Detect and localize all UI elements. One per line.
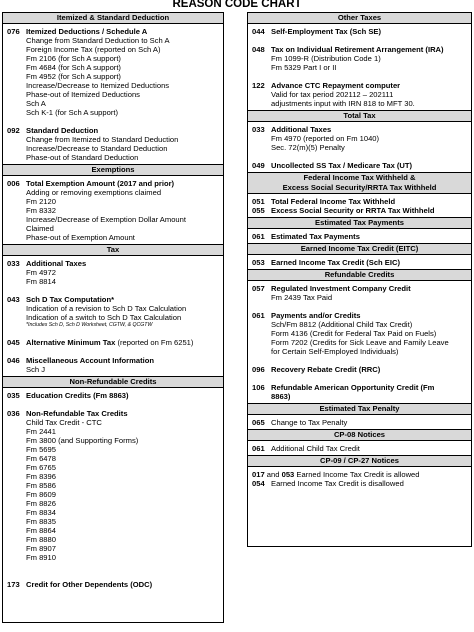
reason-code-label: Alternative Minimum Tax [26,338,116,347]
reason-code-entry [252,365,467,374]
section [248,172,471,217]
reason-code-entry [7,409,219,562]
reason-code-label: Total Federal Income Tax Withheld [271,197,396,206]
detail-line: Fm 8609 [26,490,56,499]
reason-code-details [252,54,467,72]
reason-code-note: (reported on Fm 6251) [117,338,194,347]
reason-code-entry [7,295,219,329]
reason-code-heading [252,161,467,170]
section-body [3,176,223,244]
detail-line: Child Tax Credit - CTC [26,418,102,427]
detail-line: Fm 8910 [26,553,56,562]
detail-line: Sch A [26,99,46,108]
detail-line: Fm 5695 [26,445,56,454]
section [3,244,223,376]
section-body [3,256,223,376]
footnote: *Includes Sch D, Sch D Worksheet, CGTW, & QCGTW [26,322,153,328]
detail-line: Claimed [26,224,54,233]
reason-code-number: 053 [281,470,295,479]
reason-code-details [7,36,219,117]
reason-code-number: 046 [7,356,20,365]
reason-code-heading [7,391,219,400]
reason-code-entry [252,206,467,215]
section [248,455,471,490]
reason-code-label: Recovery Rebate Credit (RRC) [271,365,381,374]
reason-code-entry [7,126,219,162]
reason-code-heading [252,258,467,267]
reason-code-entry [7,338,219,347]
reason-code-number: 048 [252,45,265,54]
detail-line: Fm 4970 (reported on Fm 1040) [271,134,380,143]
reason-code-number: 006 [7,179,20,188]
section [3,164,223,244]
detail-line: Fm 4952 (for Sch A support) [26,72,121,81]
detail-line: Phase-out of Standard Deduction [26,153,139,162]
section-header: Other Taxes [248,13,471,24]
detail-line: Fm 8907 [26,544,56,553]
section-header-line: Excess Social Security/RRTA Tax Withheld [282,183,437,192]
detail-line: Form 4136 (Credit for Federal Tax Paid on Fuels) [271,329,437,338]
section-body [248,255,471,269]
reason-code-label: Estimated Tax Payments [271,232,360,241]
reason-code-heading [252,197,467,206]
section [248,243,471,269]
reason-code-label: Uncollected SS Tax / Medicare Tax (UT) [271,161,413,170]
section [248,269,471,403]
section-header: Itemized & Standard Deduction [3,13,223,24]
reason-code-entry [252,383,467,401]
detail-line: Fm 8835 [26,517,56,526]
reason-code-heading [252,479,467,488]
reason-code-heading [252,383,467,392]
section-body [248,415,471,429]
reason-code-heading [7,409,219,418]
reason-code-label: Additional Taxes [271,125,332,134]
reason-code-heading [252,284,467,293]
detail-line: Sch/Fm 8812 (Additional Child Tax Credit) [271,320,413,329]
reason-code-entry [252,45,467,72]
detail-line: Fm 8332 [26,206,56,215]
reason-code-entry [7,259,219,286]
reason-code-number: 096 [252,365,265,374]
reason-code-label: Self-Employment Tax (Sch SE) [271,27,381,36]
section-body [248,467,471,490]
reason-code-number: 061 [252,232,265,241]
reason-code-number: 055 [252,206,265,215]
section [248,110,471,172]
reason-code-entry [252,470,467,479]
reason-code-label: Credit for Other Dependents (ODC) [26,580,153,589]
detail-line: Fm 2106 (for Sch A support) [26,54,121,63]
detail-line: Phase-out of Exemption Amount [26,233,135,242]
reason-code-connector: and [266,470,280,479]
detail-line: for Certain Self-Employed Individuals) [271,347,399,356]
section-header: Non-Refundable Credits [3,377,223,388]
reason-code-label: Education Credits (Fm 8863) [26,391,129,400]
section-header: Tax [3,245,223,256]
section-body [248,229,471,243]
detail-line: Fm 4972 [26,268,56,277]
reason-code-entry [252,232,467,241]
detail-line: Fm 8826 [26,499,56,508]
reason-code-entry [252,444,467,453]
reason-code-label: Payments and/or Credits [271,311,361,320]
reason-code-number: 057 [252,284,265,293]
detail-line: Valid for tax period 202112 – 202111 [271,90,394,99]
detail-line: Sch J [26,365,45,374]
detail-line: Form 7202 (Credits for Sick Leave and Family Leave [271,338,449,347]
detail-line: Change from Itemized to Standard Deduction [26,135,179,144]
reason-code-heading [252,311,467,320]
detail-line: Fm 1099-R (Distribution Code 1) [271,54,381,63]
reason-code-entry [7,27,219,117]
reason-code-details [7,268,219,286]
reason-code-heading [7,126,219,135]
section [248,13,471,110]
section-header: Total Tax [248,111,471,122]
section-body [3,388,223,591]
detail-line: Sch K-1 (for Sch A support) [26,108,119,117]
reason-code-heading [252,81,467,90]
reason-code-details [7,365,219,374]
reason-code-entry [252,81,467,108]
detail-line: adjustments input with IRN 818 to MFT 30. [271,99,415,108]
detail-line: Fm 8586 [26,481,56,490]
reason-code-heading [252,444,467,453]
detail-line: Fm 6765 [26,463,56,472]
reason-code-heading [252,45,467,54]
section-body [248,194,471,217]
section-header: Earned Income Tax Credit (EITC) [248,244,471,255]
reason-code-details [7,188,219,242]
reason-code-heading [7,259,219,268]
reason-code-details [7,135,219,162]
reason-code-label: Refundable American Opportunity Credit (Fm [271,383,435,392]
reason-code-number: 044 [252,27,265,36]
reason-code-label: Sch D Tax Computation* [26,295,115,304]
reason-code-number: 033 [7,259,20,268]
detail-line: Foreign Income Tax (reported on Sch A) [26,45,161,54]
reason-code-number: 043 [7,295,20,304]
detail-line: Indication of a revision to Sch D Tax Calculation [26,304,187,313]
reason-code-label: Non-Refundable Tax Credits [26,409,128,418]
reason-code-heading [7,338,219,347]
reason-code-heading [252,418,467,427]
detail-line: Fm 6478 [26,454,56,463]
section-body [248,24,471,110]
section-header: Estimated Tax Penalty [248,404,471,415]
page-title: REASON CODE CHART [172,0,302,10]
detail-line: Increase/Decrease to Itemized Deductions [26,81,170,90]
section-header: Refundable Credits [248,270,471,281]
reason-code-number: 049 [252,161,265,170]
detail-line: Fm 2120 [26,197,56,206]
section-header [248,173,471,194]
reason-code-number: 092 [7,126,20,135]
detail-line: Fm 5329 Part I or II [271,63,337,72]
reason-code-number: 053 [252,258,265,267]
detail-line: Fm 8396 [26,472,56,481]
reason-code-heading [252,125,467,134]
reason-code-label: Additional Taxes [26,259,87,268]
reason-code-number: 036 [7,409,20,418]
reason-code-label: Change to Tax Penalty [271,418,348,427]
reason-code-entry [252,161,467,170]
reason-code-entry [252,311,467,356]
detail-line: Change from Standard Deduction to Sch A [26,36,170,45]
section-header: Estimated Tax Payments [248,218,471,229]
reason-code-number: 061 [252,444,265,453]
section-body [248,122,471,172]
section [3,376,223,591]
reason-code-entry [7,391,219,400]
detail-line: Fm 2441 [26,427,56,436]
section [248,429,471,455]
detail-line: Increase/Decrease to Standard Deduction [26,144,168,153]
reason-code-heading [7,580,219,589]
reason-code-details [7,418,219,562]
section-body [3,24,223,164]
reason-code-number: 017 [252,470,265,479]
detail-line: Fm 8814 [26,277,56,286]
reason-code-number: 065 [252,418,265,427]
reason-code-number: 076 [7,27,20,36]
reason-code-entry [252,125,467,152]
reason-code-label: Earned Income Tax Credit is allowed [296,470,420,479]
detail-line: Adding or removing exemptions claimed [26,188,162,197]
detail-line: Increase/Decrease of Exemption Dollar Amount [26,215,186,224]
reason-code-details [252,392,467,401]
reason-code-heading [7,179,219,188]
reason-code-entry [7,580,219,589]
reason-code-label: Excess Social Security or RRTA Tax Withheld [271,206,435,215]
detail-line: Sec. 72(m)(5) Penalty [271,143,345,152]
detail-line: Fm 3800 (and Supporting Forms) [26,436,139,445]
reason-code-heading [7,295,219,304]
reason-code-heading [252,206,467,215]
reason-code-label: Earned Income Tax Credit is disallowed [271,479,404,488]
reason-code-heading [252,365,467,374]
reason-code-heading [252,27,467,36]
reason-code-number: 054 [252,479,265,488]
reason-code-details [252,134,467,152]
reason-code-number: 051 [252,197,265,206]
detail-line: Fm 8834 [26,508,56,517]
reason-code-number: 122 [252,81,265,90]
reason-code-label: Advance CTC Repayment computer [271,81,401,90]
section-header: CP-08 Notices [248,430,471,441]
section [248,217,471,243]
reason-code-label: Total Exemption Amount (2017 and prior) [26,179,175,188]
reason-code-details [252,293,467,302]
reason-code-entry [252,258,467,267]
reason-code-entry [7,179,219,242]
reason-code-entry [252,284,467,302]
reason-code-entry [252,479,467,488]
detail-line: Indication of a switch to Sch D Tax Calculation [26,313,182,322]
section-header-line: Federal Income Tax Withheld & [303,173,416,182]
reason-code-entry [252,197,467,206]
left-column [2,12,224,623]
right-column [247,12,472,547]
reason-code-entry [7,356,219,374]
reason-code-label: Earned Income Tax Credit (Sch EIC) [271,258,400,267]
detail-line: Fm 2439 Tax Paid [271,293,333,302]
reason-code-details [252,90,467,108]
section [248,403,471,429]
reason-code-entry [252,418,467,427]
reason-code-label: Regulated Investment Company Credit [271,284,411,293]
detail-line: Fm 4684 (for Sch A support) [26,63,121,72]
reason-code-label: Tax on Individual Retirement Arrangement (IRA) [271,45,444,54]
section-header: Exemptions [3,165,223,176]
reason-code-number: 173 [7,580,20,589]
reason-code-number: 061 [252,311,265,320]
reason-code-number: 033 [252,125,265,134]
section [3,13,223,164]
reason-code-label: Miscellaneous Account Information [26,356,154,365]
detail-line: Fm 8864 [26,526,56,535]
detail-line: Phase-out of Itemized Deductions [26,90,140,99]
reason-code-label: Standard Deduction [26,126,99,135]
section-header: CP-09 / CP-27 Notices [248,456,471,467]
reason-code-label: Itemized Deductions / Schedule A [26,27,148,36]
reason-code-label: Additional Child Tax Credit [271,444,360,453]
section-body [248,441,471,455]
reason-code-number: 035 [7,391,20,400]
reason-code-number: 106 [252,383,265,392]
reason-code-heading [7,356,219,365]
detail-line: 8863) [271,392,291,401]
reason-code-heading [252,470,467,479]
reason-code-heading [252,232,467,241]
reason-code-number: 045 [7,338,20,347]
reason-code-entry [252,27,467,36]
section-body [248,281,471,403]
reason-code-heading [7,27,219,36]
detail-line: Fm 8880 [26,535,56,544]
reason-code-details [7,304,219,329]
reason-code-details [252,320,467,356]
